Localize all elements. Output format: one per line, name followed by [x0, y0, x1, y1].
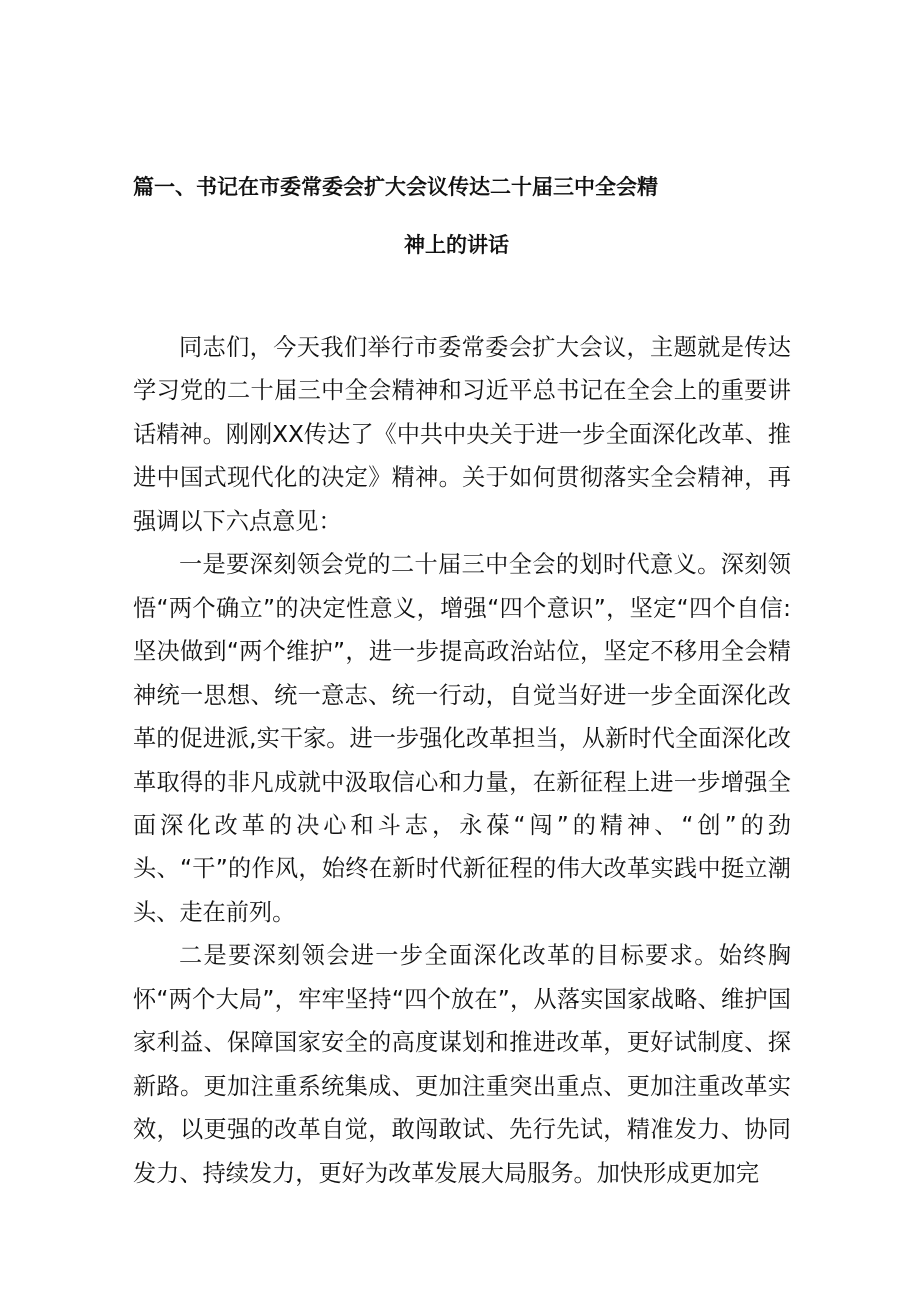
paragraph-intro: 同志们，今天我们举行市委常委会扩大会议，主题就是传达学习党的二十届三中全会精神和习近平总书记在全会上的重要讲话精神。刚刚XX传达了《中共中央关于进一步全面深化改革、推进中国式现代化的决定》精神。关于如何贯彻落实全会精神，再强调以下六点意见：: [133, 334, 791, 535]
document-title-line-1: 篇一、书记在市委常委会扩大会议传达二十届三中全会精: [133, 175, 658, 199]
paragraph-point-two: 二是要深刻领会进一步全面深化改革的目标要求。始终胸怀“两个大局”，牢牢坚持“四个放在”，从落实国家战略、维护国家利益、保障国家安全的高度谋划和推进改革，更好试制度、探新路。更加注重系统集成、更加注重突出重点、更加注重改革实效，以更强的改革自觉，敢闯敢试、先行先试，精准发力、协同发力、持续发力，更好为改革发展大局服务。加快形成更加完: [133, 942, 791, 1187]
document-body: [133, 326, 791, 1195]
document-title-line-2: 神上的讲话: [404, 233, 509, 257]
paragraph-point-one: 一是要深刻领会党的二十届三中全会的划时代意义。深刻领悟“两个确立”的决定性意义，增强“四个意识”，坚定“四个自信:坚决做到“两个维护”，进一步提高政治站位，坚定不移用全会精神统一思想、统一意志、统一行动，自觉当好进一步全面深化改革的促进派,实干家。进一步强化改革担当，从新时代全面深化改革取得的非凡成就中汲取信心和力量，在新征程上进一步增强全面深化改革的决心和斗志，永葆“闯”的精神、“创”的劲头、“干”的作风，始终在新时代新征程的伟大改革实践中挺立潮头、走在前列。: [133, 551, 791, 926]
